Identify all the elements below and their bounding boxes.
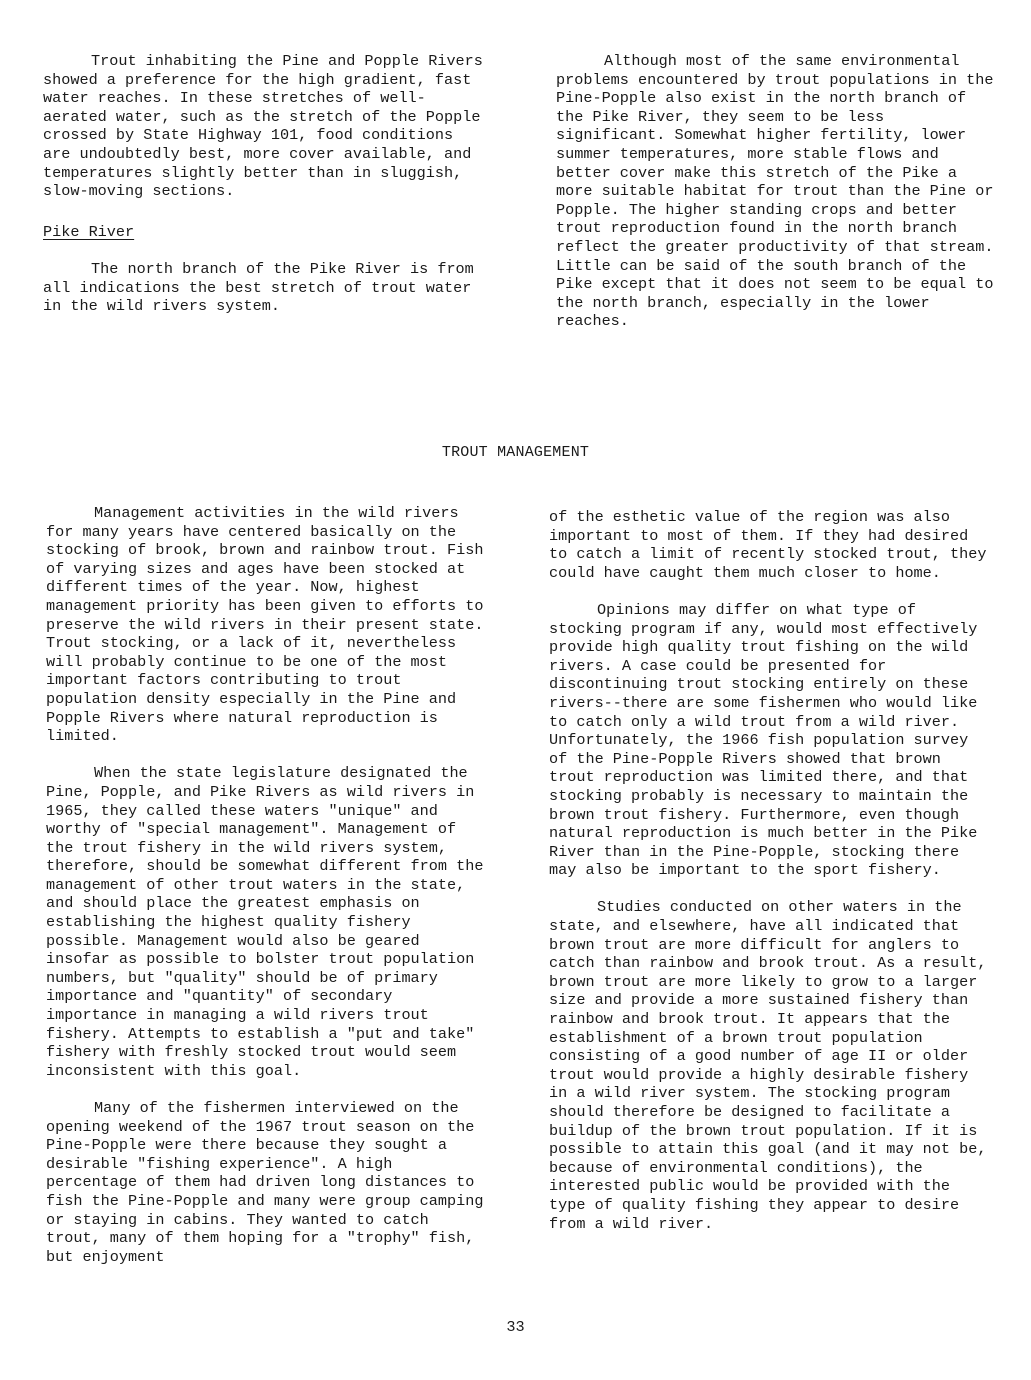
management-activities-paragraph: Management activities in the wild rivers for many years have centered basically on the stocking of brook, brown and rainbow trout. Fish of varying sizes and ages have been stocked at different times of the year. Now, highest management priority has been given to efforts to preserve the wild rivers in their present state. Trout stocking, or a lack of it, nevertheless will probably continue to be one of the most important factors contributing to trout population density especially in the Pine and Popple Rivers where natural reproduction is limited.: [46, 504, 484, 746]
legislature-paragraph: When the state legislature designated the Pine, Popple, and Pike Rivers as wild rivers in 1965, they called these waters "unique" and worthy of "special management". Management of the trout fishery in the wild rivers system, therefore, should be somewhat different from the management of other trout waters in the state, and should place the greatest emphasis on establishing the highest quality fishery possible. Management would also be geared insofar as possible to bolster trout population numbers, but "quality" should be of primary importance and "quantity" of secondary importance in managing a wild rivers trout fishery. Attempts to establish a "put and take" fishery with freshly stocked trout would seem inconsistent with this goal.: [46, 764, 484, 1080]
section-title: TROUT MANAGEMENT: [441, 444, 590, 461]
page-number: 33: [506, 1318, 525, 1336]
main-left-column: [46, 504, 486, 1266]
pike-river-section: [43, 223, 483, 316]
esthetic-value-paragraph: of the esthetic value of the region was also important to most of them. If they had desired to catch a limit of recently stocked trout, they could have caught them much closer to home.: [549, 508, 987, 582]
environmental-problems-paragraph: Although most of the same environmental problems encountered by trout populations in the Pine-Popple also exist in the north branch of the Pike River, they seem to be less significant. Somewhat higher fertility, lower summer temperatures, more stable flows and better cover make this stretch of the Pike a more suitable habitat for trout than the Pine or Popple. The higher standing crops and better trout reproduction found in the north branch reflect the greater productivity of that stream. Little can be said of the south branch of the Pike except that it does not seem to be equal to the north branch, especially in the lower reaches.: [556, 52, 994, 331]
stocking-opinions-paragraph: Opinions may differ on what type of stocking program if any, would most effectively provide high quality trout fishing on the wild rivers. A case could be presented for discontinuing trout stocking entirely on these rivers--there are some fishermen who would like to catch only a wild trout from a wild river. Unfortunately, the 1966 fish population survey of the Pine-Popple Rivers showed that brown trout reproduction was limited there, and that stocking probably is necessary to maintain the brown trout fishery. Furthermore, even though natural reproduction is much better in the Pike River than in the Pine-Popple, stocking there may also be important to the sport fishery.: [549, 600, 978, 880]
main-right-column: [549, 508, 989, 1233]
top-right-column: [556, 52, 996, 331]
trout-gradient-paragraph: Trout inhabiting the Pine and Popple Rivers showed a preference for the high gradient, fast water reaches. In these stretches of well-aerated water, such as the stretch of the Popple crossed by State Highway 101, food conditions are undoubtedly best, more cover available, and temperatures slightly better than in sluggish, slow-moving sections.: [43, 52, 483, 201]
fishermen-interviewed-paragraph: Many of the fishermen interviewed on the opening weekend of the 1967 trout season on the Pine-Popple were there because they sought a desirable "fishing experience". A high percentage of them had driven long distances to fish the Pine-Popple and many were group camping or staying in cabins. They wanted to catch trout, many of them hoping for a "trophy" fish, but enjoyment: [46, 1099, 484, 1266]
top-left-column: [43, 52, 483, 316]
pike-river-heading: Pike River: [43, 222, 135, 241]
brown-trout-studies-paragraph: Studies conducted on other waters in the state, and elsewhere, have all indicated that brown trout are more difficult for anglers to catch than rainbow and brook trout. As a result, brown trout are more likely to grow to a larger size and provide a more sustained fishery than rainbow and brook trout. It appears that the establishment of a brown trout population consisting of a good number of age II or older trout would provide a highly desirable fishery in a wild river system. The stocking program should therefore be designed to facilitate a buildup of the brown trout population. If it is possible to attain this goal (and it may not be, because of environmental conditions), the interested public would be provided with the type of quality fishing they appear to desire from a wild river.: [549, 898, 987, 1233]
pike-river-paragraph: The north branch of the Pike River is from all indications the best stretch of trout water in the wild rivers system.: [43, 259, 474, 316]
